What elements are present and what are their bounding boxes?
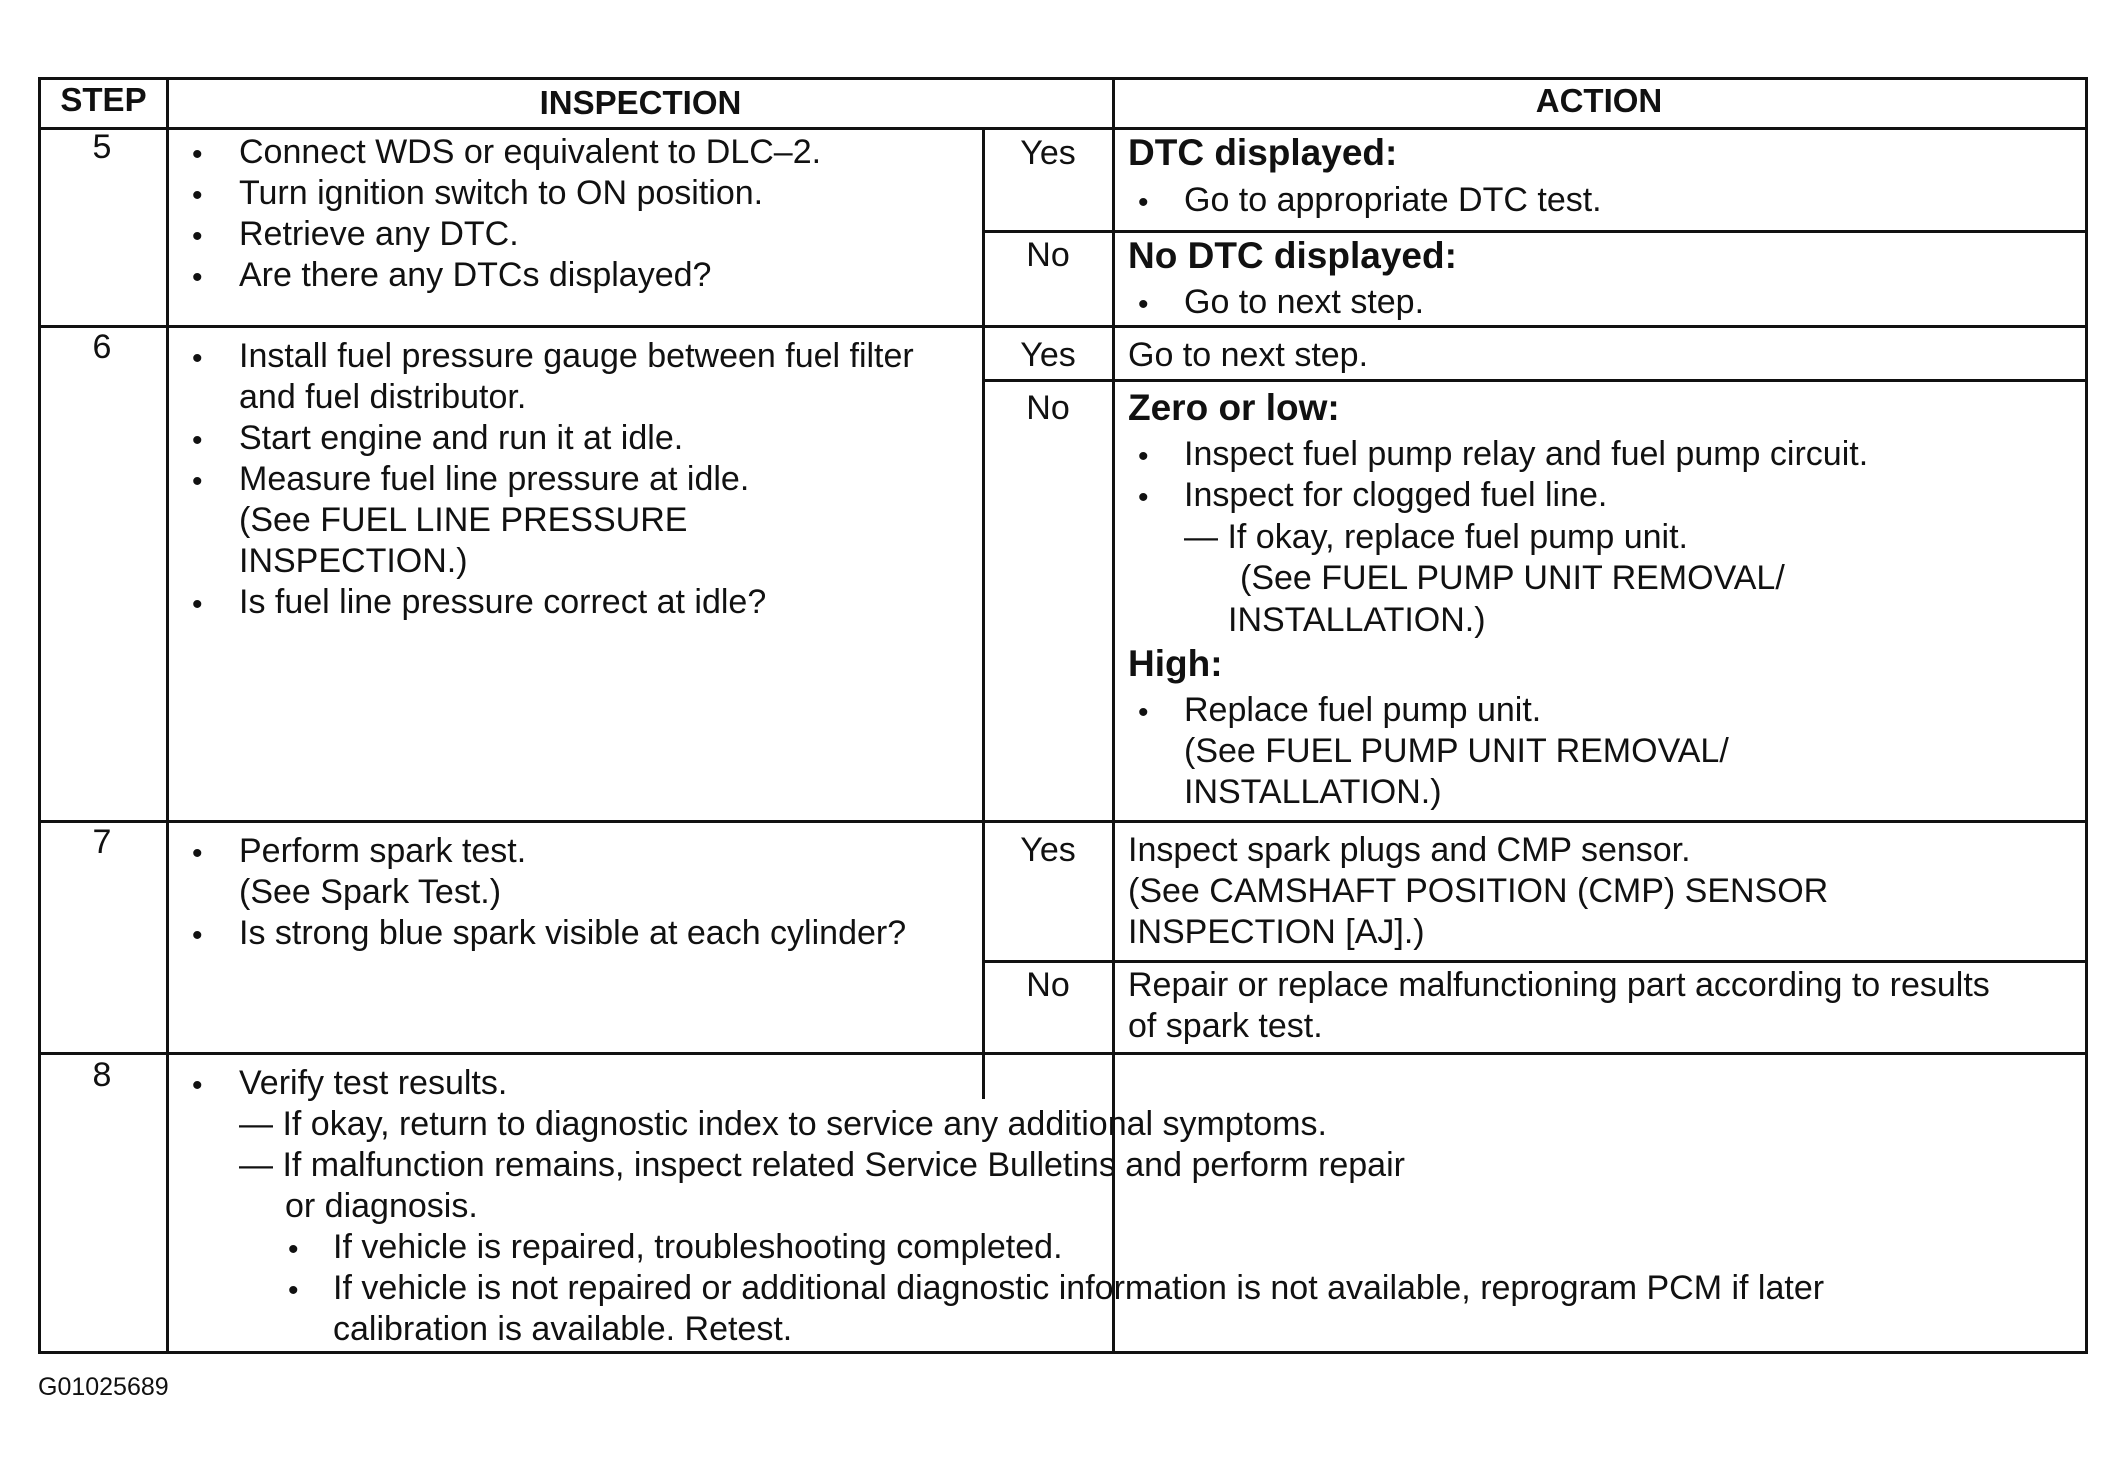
bullet: • (192, 837, 203, 870)
action-text: INSPECTION [AJ].) (1128, 913, 1425, 951)
answer-yes: Yes (1020, 336, 1076, 374)
divider-row5-yes-no (984, 230, 2086, 233)
step-number: 6 (92, 328, 112, 366)
verify-line: calibration is available. Retest. (333, 1310, 793, 1348)
bullet: • (192, 424, 203, 457)
header-step: STEP (60, 81, 147, 118)
inspection-line: Are there any DTCs displayed? (239, 256, 712, 294)
inspection-line: Turn ignition switch to ON position. (239, 174, 764, 212)
inspection-line: Retrieve any DTC. (239, 215, 519, 253)
step-number: 7 (92, 823, 112, 861)
action-item: Inspect fuel pump relay and fuel pump circuit. (1184, 435, 1869, 473)
bullet: • (1138, 440, 1149, 473)
action-title: No DTC displayed: (1128, 235, 1457, 276)
action-title: Zero or low: (1128, 387, 1340, 428)
divider-row6-row7 (38, 820, 2086, 823)
action-text: Repair or replace malfunctioning part according to results (1128, 966, 1990, 1004)
inspection-line: (See FUEL LINE PRESSURE (239, 501, 688, 539)
action-text: (See CAMSHAFT POSITION (CMP) SENSOR (1128, 872, 1829, 910)
action-item: INSTALLATION.) (1228, 601, 1486, 639)
header-inspection: INSPECTION (539, 84, 742, 121)
bullet: • (192, 179, 203, 212)
bullet: • (192, 342, 203, 375)
bullet: • (1138, 186, 1149, 219)
answer-no: No (1026, 389, 1070, 427)
step-number: 8 (92, 1056, 112, 1094)
inspection-line: Is fuel line pressure correct at idle? (239, 583, 767, 621)
inspection-line: Connect WDS or equivalent to DLC–2. (239, 133, 822, 171)
answer-yes: Yes (1020, 134, 1076, 172)
bullet: • (192, 465, 203, 498)
divider-row7-row8 (38, 1052, 2086, 1055)
action-text: Go to next step. (1128, 336, 1369, 374)
bullet: • (288, 1274, 299, 1307)
verify-line: — If malfunction remains, inspect related Service Bulletins and perform repair (239, 1146, 1405, 1184)
answer-no: No (1026, 966, 1070, 1004)
divider-row5-row6 (38, 325, 2086, 328)
inspection-line: and fuel distributor. (239, 378, 527, 416)
verify-line: — If okay, return to diagnostic index to service any additional symptoms. (239, 1105, 1327, 1143)
action-title: DTC displayed: (1128, 132, 1398, 173)
divider-row7-yes-no (984, 960, 2086, 963)
bullet: • (192, 1069, 203, 1102)
inspection-line: INSPECTION.) (239, 542, 468, 580)
inspection-line: Perform spark test. (239, 832, 527, 870)
action-title: High: (1128, 643, 1223, 684)
divider-header (38, 127, 2086, 130)
action-item: Go to next step. (1184, 283, 1425, 321)
figure-id: G01025689 (38, 1373, 169, 1401)
action-item: (See FUEL PUMP UNIT REMOVAL/ (1184, 732, 1729, 770)
inspection-line: Install fuel pressure gauge between fuel filter (239, 337, 914, 375)
bullet: • (192, 138, 203, 171)
header-action: ACTION (1535, 82, 1663, 119)
action-item: (See FUEL PUMP UNIT REMOVAL/ (1240, 559, 1785, 597)
inspection-line: Measure fuel line pressure at idle. (239, 460, 750, 498)
bullet: • (1138, 481, 1149, 514)
action-item: Replace fuel pump unit. (1184, 691, 1542, 729)
answer-no: No (1026, 236, 1070, 274)
divider-step-column (166, 77, 169, 1352)
bullet: • (192, 220, 203, 253)
action-item: Go to appropriate DTC test. (1184, 181, 1602, 219)
verify-line: If vehicle is repaired, troubleshooting completed. (333, 1228, 1063, 1266)
diagnostic-table (38, 77, 2086, 1352)
inspection-line: Is strong blue spark visible at each cylinder? (239, 914, 907, 952)
bullet: • (1138, 696, 1149, 729)
action-item: Inspect for clogged fuel line. (1184, 476, 1608, 514)
verify-line: or diagnosis. (285, 1187, 478, 1225)
bullet: • (192, 919, 203, 952)
answer-yes: Yes (1020, 831, 1076, 869)
action-text: Inspect spark plugs and CMP sensor. (1128, 831, 1691, 869)
step-number: 5 (92, 128, 112, 166)
bullet: • (288, 1233, 299, 1266)
divider-row6-yes-no (984, 379, 2086, 382)
action-item: INSTALLATION.) (1184, 773, 1442, 811)
verify-line: If vehicle is not repaired or additional diagnostic information is not available, reprogram PCM if later (333, 1269, 1825, 1307)
bullet: • (1138, 288, 1149, 321)
verify-line: Verify test results. (239, 1064, 508, 1102)
bullet: • (192, 261, 203, 294)
action-text: of spark test. (1128, 1007, 1323, 1045)
inspection-line: (See Spark Test.) (239, 873, 502, 911)
action-item: — If okay, replace fuel pump unit. (1184, 518, 1688, 556)
inspection-line: Start engine and run it at idle. (239, 419, 684, 457)
bullet: • (192, 588, 203, 621)
